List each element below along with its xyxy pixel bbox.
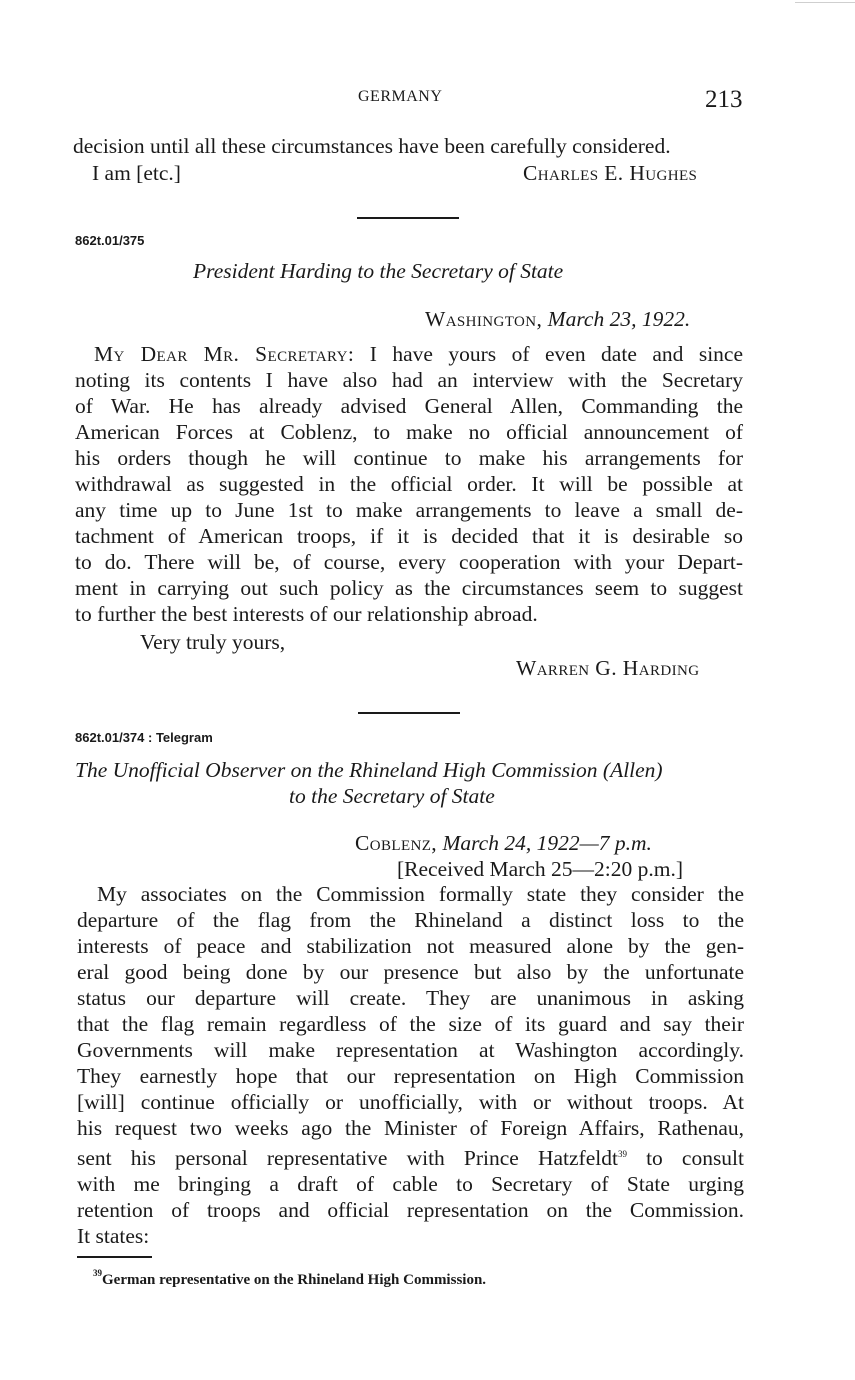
- section-divider: [357, 217, 459, 219]
- telegram-line: departure of the flag from the Rhineland a distinct loss to the: [77, 908, 744, 932]
- running-header-title: GERMANY: [358, 88, 443, 105]
- salutation: My Dear Mr. Secretary:: [94, 342, 355, 366]
- letter-line: his orders though he will continue to make his arrangements for: [75, 446, 743, 470]
- letter-line: ment in carrying out such policy as the circumstances seem to suggest: [75, 576, 743, 600]
- telegram-line: his request two weeks ago the Minister of Foreign Affairs, Rathenau,: [77, 1116, 744, 1140]
- letter-line: noting its contents I have also had an interview with the Secretary: [75, 368, 743, 392]
- telegram-line: status our departure will create. They are unanimous in asking: [77, 986, 744, 1010]
- file-number: 862t.01/374 : Telegram: [75, 730, 213, 745]
- dateline: [425, 306, 690, 332]
- signature-hughes: Charles E. Hughes: [523, 161, 698, 185]
- telegram-line: sent his personal representative with Prince Hatzfeldt$^{39}$ to consult: [77, 1146, 745, 1170]
- footnote-rule: [77, 1256, 152, 1258]
- telegram-line: that the flag remain regardless of the size of its guard and say their: [77, 1012, 744, 1036]
- letter-line: My Dear Mr. Secretary: I have yours of even date and since: [94, 342, 744, 366]
- letter-body: [75, 341, 743, 627]
- letter-line: any time up to June 1st to make arrangements to leave a small de-: [75, 498, 743, 522]
- telegram-line: with me bringing a draft of cable to Secretary of State urging: [77, 1172, 744, 1196]
- telegram-body: [77, 881, 744, 1249]
- dateline-place: Coblenz,: [355, 831, 438, 855]
- telegram-line: eral good being done by our presence but also by the unfortunate: [77, 960, 744, 984]
- footnote: [93, 1268, 486, 1289]
- letter-line: to further the best interests of our relationship abroad.: [75, 602, 538, 626]
- continued-text-line: decision until all these circumstances have been carefully considered.: [73, 134, 671, 158]
- document-heading: President Harding to the Secretary of State: [193, 259, 564, 283]
- letter-line: of War. He has already advised General Allen, Commanding the: [75, 394, 743, 418]
- dateline-date: March 23, 1922.: [547, 307, 691, 331]
- file-number: 862t.01/375: [75, 233, 145, 248]
- letter-line: withdrawal as suggested in the official order. It will be possible at: [75, 472, 743, 496]
- footnote-text: German representative on the Rhineland High Commission.: [102, 1272, 487, 1288]
- closing-line: Very truly yours,: [140, 630, 286, 654]
- dateline: [355, 830, 652, 856]
- dateline-place: Washington,: [425, 307, 543, 331]
- letter-line: American Forces at Coblenz, to make no official announcement of: [75, 420, 743, 444]
- dateline-date: March 24, 1922—7 p.m.: [442, 831, 652, 855]
- telegram-line: [will] continue officially or unofficially, with or without troops. At: [77, 1090, 744, 1114]
- document-heading-line2: to the Secretary of State: [289, 784, 495, 808]
- telegram-line: interests of peace and stabilization not measured alone by the gen-: [77, 934, 744, 958]
- letter-line: tachment of American troops, if it is decided that it is desirable so: [75, 524, 743, 548]
- letter-line: to do. There will be, of course, every cooperation with your Depart-: [75, 550, 743, 574]
- footnote-marker: 39: [93, 1268, 102, 1278]
- footnote-reference[interactable]: 39: [617, 1149, 627, 1159]
- signature-harding: Warren G. Harding: [516, 656, 700, 680]
- received-note: [Received March 25—2:20 p.m.]: [397, 857, 683, 881]
- telegram-line: retention of troops and official representation on the Commission.: [77, 1198, 744, 1222]
- telegram-line: My associates on the Commission formally state they consider the: [97, 882, 744, 906]
- scan-edge-mark: [795, 2, 855, 3]
- telegram-line: Governments will make representation at Washington accordingly.: [77, 1038, 744, 1062]
- telegram-line: They earnestly hope that our representation on High Commission: [77, 1064, 744, 1088]
- section-divider: [358, 712, 460, 714]
- page-number: 213: [705, 86, 743, 113]
- telegram-line: It states:: [77, 1224, 150, 1248]
- closing-line: I am [etc.]: [92, 161, 181, 185]
- document-heading-line1: The Unofficial Observer on the Rhineland High Commission (Allen): [75, 758, 663, 782]
